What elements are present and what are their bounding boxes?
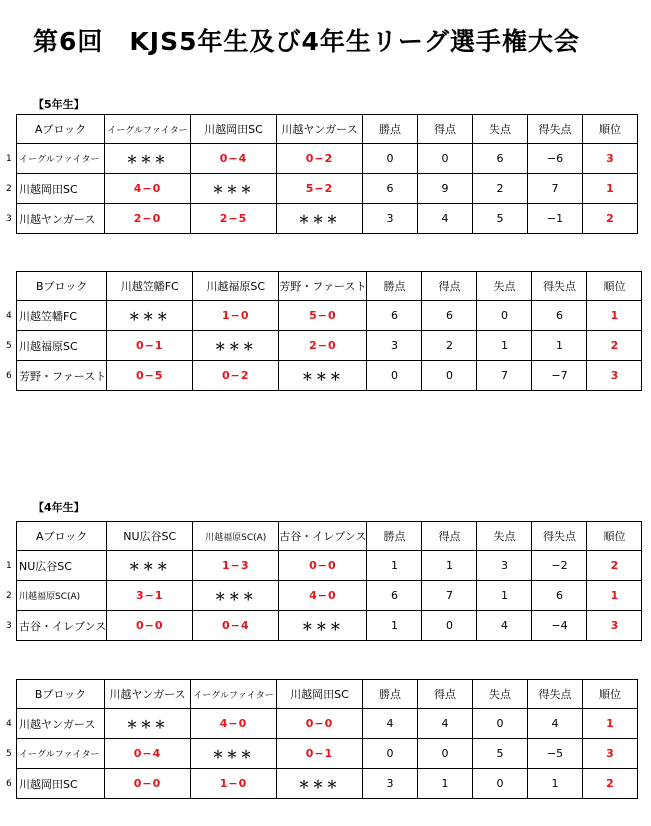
match-score: 0−1 <box>107 331 193 361</box>
stat-cell: 0 <box>477 301 532 331</box>
stat-header: 得失点 <box>528 680 583 709</box>
section-label-5th-grade: 【5年生】 <box>33 98 85 111</box>
table-row <box>17 361 642 391</box>
stat-header: 失点 <box>477 522 532 551</box>
row-team-cell <box>6 551 107 581</box>
self-match-cell: ＊＊＊ <box>279 611 367 641</box>
page-title: 第6回 KJS5年生及び4年生リーグ選手権大会 <box>33 27 580 56</box>
match-score: 0−4 <box>191 144 277 174</box>
rank-cell: 2 <box>583 204 638 234</box>
stat-cell: 4 <box>528 709 583 739</box>
stat-cell: 3 <box>363 769 418 799</box>
stat-cell: 1 <box>367 611 422 641</box>
league-table <box>6 521 642 641</box>
stat-cell: 6 <box>363 174 418 204</box>
column-team-header: イーグルファイター <box>191 680 277 709</box>
self-match-cell: ＊＊＊ <box>277 769 363 799</box>
stat-cell: 4 <box>418 204 473 234</box>
row-number: 3 <box>6 213 12 224</box>
stat-cell: 1 <box>418 769 473 799</box>
stat-cell: 1 <box>532 331 587 361</box>
stat-header: 失点 <box>473 680 528 709</box>
table-row <box>17 301 642 331</box>
column-team-header: イーグルファイター <box>105 115 191 144</box>
match-score: 5−0 <box>279 301 367 331</box>
match-score: 0−1 <box>277 739 363 769</box>
stat-cell: −7 <box>532 361 587 391</box>
stat-cell: 4 <box>363 709 418 739</box>
stat-cell: 5 <box>473 204 528 234</box>
match-score: 4−0 <box>105 174 191 204</box>
self-match-cell: ＊＊＊ <box>277 204 363 234</box>
row-team-cell <box>6 769 105 799</box>
match-score: 3−1 <box>107 581 193 611</box>
table-row <box>17 581 642 611</box>
stat-header: 順位 <box>587 522 642 551</box>
stat-cell: 2 <box>422 331 477 361</box>
stat-cell: 1 <box>367 551 422 581</box>
stat-cell: 4 <box>418 709 473 739</box>
stat-cell: −1 <box>528 204 583 234</box>
stat-cell: 0 <box>363 739 418 769</box>
self-match-cell: ＊＊＊ <box>107 551 193 581</box>
stat-cell: 6 <box>532 581 587 611</box>
stat-header: 得点 <box>418 680 473 709</box>
match-score: 1−0 <box>191 769 277 799</box>
stat-header: 失点 <box>473 115 528 144</box>
block-name: Aブロック <box>17 115 105 144</box>
row-team-name: 川越笠幡FC <box>19 309 78 323</box>
column-team-header: NU広谷SC <box>107 522 193 551</box>
column-team-header: 芳野・ファースト <box>279 272 367 301</box>
stat-cell: 9 <box>418 174 473 204</box>
match-score: 0−2 <box>277 144 363 174</box>
match-score: 0−4 <box>193 611 279 641</box>
stat-cell: −4 <box>532 611 587 641</box>
row-team-name: 古谷・イレブンス <box>19 619 107 633</box>
stat-cell: 3 <box>363 204 418 234</box>
rank-cell: 1 <box>583 174 638 204</box>
match-score: 1−0 <box>193 301 279 331</box>
column-team-header: 川越ヤンガース <box>105 680 191 709</box>
row-number: 6 <box>6 778 12 789</box>
row-team-name: 川越福原SC(A) <box>19 592 81 602</box>
self-match-cell: ＊＊＊ <box>105 144 191 174</box>
stat-cell: 7 <box>528 174 583 204</box>
match-score: 0−0 <box>279 551 367 581</box>
row-team-cell <box>6 174 105 204</box>
match-score: 2−0 <box>279 331 367 361</box>
row-team-cell <box>6 204 105 234</box>
block-name: Bブロック <box>17 272 107 301</box>
self-match-cell: ＊＊＊ <box>279 361 367 391</box>
row-number: 2 <box>6 183 12 194</box>
row-number: 1 <box>6 560 12 571</box>
match-score: 0−0 <box>107 611 193 641</box>
table-row <box>17 709 638 739</box>
stat-cell: 0 <box>418 144 473 174</box>
stat-header: 得点 <box>422 272 477 301</box>
rank-cell: 2 <box>587 551 642 581</box>
stat-header: 得失点 <box>532 522 587 551</box>
stat-cell: −6 <box>528 144 583 174</box>
row-team-cell <box>6 581 107 611</box>
row-team-name: イーグルファイター <box>19 750 100 760</box>
column-team-header: 川越笠幡FC <box>107 272 193 301</box>
stat-header: 失点 <box>477 272 532 301</box>
stat-cell: 1 <box>477 331 532 361</box>
stat-header: 得点 <box>422 522 477 551</box>
row-team-cell <box>6 361 107 391</box>
match-score: 0−5 <box>107 361 193 391</box>
stat-cell: 5 <box>473 739 528 769</box>
self-match-cell: ＊＊＊ <box>193 331 279 361</box>
column-team-header: 川越岡田SC <box>277 680 363 709</box>
match-score: 4−0 <box>191 709 277 739</box>
stat-header: 得失点 <box>532 272 587 301</box>
rank-cell: 1 <box>587 581 642 611</box>
match-score: 1−3 <box>193 551 279 581</box>
row-team-cell <box>6 739 105 769</box>
column-team-header: 川越ヤンガース <box>277 115 363 144</box>
stat-cell: 6 <box>367 581 422 611</box>
match-score: 0−0 <box>105 769 191 799</box>
row-team-cell <box>6 144 105 174</box>
stat-cell: 4 <box>477 611 532 641</box>
match-score: 2−5 <box>191 204 277 234</box>
rank-cell: 3 <box>587 611 642 641</box>
stat-header: 順位 <box>583 115 638 144</box>
stat-header: 勝点 <box>367 272 422 301</box>
stat-header: 得点 <box>418 115 473 144</box>
match-score: 5−2 <box>277 174 363 204</box>
row-team-name: 川越ヤンガース <box>19 212 96 226</box>
self-match-cell: ＊＊＊ <box>105 709 191 739</box>
stat-cell: 1 <box>422 551 477 581</box>
stat-cell: 7 <box>422 581 477 611</box>
stat-header: 勝点 <box>363 680 418 709</box>
match-score: 4−0 <box>279 581 367 611</box>
stat-cell: 2 <box>473 174 528 204</box>
stat-cell: −2 <box>532 551 587 581</box>
stat-cell: 0 <box>422 611 477 641</box>
table-row <box>17 611 642 641</box>
row-team-name: 川越福原SC <box>19 339 78 353</box>
league-table <box>6 271 642 391</box>
stat-cell: 0 <box>473 709 528 739</box>
rank-cell: 2 <box>583 769 638 799</box>
stat-cell: 0 <box>473 769 528 799</box>
row-team-name: 川越岡田SC <box>19 182 78 196</box>
section-label-4th-grade: 【4年生】 <box>33 501 85 514</box>
match-score: 0−4 <box>105 739 191 769</box>
stat-header: 得失点 <box>528 115 583 144</box>
row-number: 4 <box>6 718 12 729</box>
stat-header: 順位 <box>583 680 638 709</box>
stat-cell: 3 <box>477 551 532 581</box>
column-team-header: 古谷・イレブンス <box>279 522 367 551</box>
block-name: Bブロック <box>17 680 105 709</box>
column-team-header: 川越福原SC(A) <box>193 522 279 551</box>
stat-header: 勝点 <box>367 522 422 551</box>
stat-cell: 6 <box>422 301 477 331</box>
stat-header: 順位 <box>587 272 642 301</box>
stat-cell: 6 <box>532 301 587 331</box>
stat-header: 勝点 <box>363 115 418 144</box>
league-table <box>6 114 638 234</box>
column-team-header: 川越岡田SC <box>191 115 277 144</box>
rank-cell: 3 <box>583 144 638 174</box>
self-match-cell: ＊＊＊ <box>191 174 277 204</box>
row-team-name: NU広谷SC <box>19 559 72 573</box>
stat-cell: 6 <box>367 301 422 331</box>
column-team-header: 川越福原SC <box>193 272 279 301</box>
self-match-cell: ＊＊＊ <box>191 739 277 769</box>
row-number: 3 <box>6 620 12 631</box>
row-team-cell <box>6 709 105 739</box>
row-number: 4 <box>6 310 12 321</box>
table-row <box>17 204 638 234</box>
row-team-cell <box>6 331 107 361</box>
row-team-name: 川越ヤンガース <box>19 717 96 731</box>
self-match-cell: ＊＊＊ <box>107 301 193 331</box>
stat-cell: 0 <box>367 361 422 391</box>
rank-cell: 3 <box>587 361 642 391</box>
rank-cell: 1 <box>587 301 642 331</box>
self-match-cell: ＊＊＊ <box>193 581 279 611</box>
league-table <box>6 679 638 799</box>
rank-cell: 2 <box>587 331 642 361</box>
row-number: 1 <box>6 153 12 164</box>
stat-cell: 0 <box>418 739 473 769</box>
rank-cell: 1 <box>583 709 638 739</box>
row-team-cell <box>6 301 107 331</box>
table-row <box>17 769 638 799</box>
stat-cell: 6 <box>473 144 528 174</box>
row-number: 5 <box>6 340 12 351</box>
row-number: 5 <box>6 748 12 759</box>
table-row <box>17 331 642 361</box>
match-score: 0−0 <box>277 709 363 739</box>
row-team-name: 芳野・ファースト <box>19 369 107 383</box>
table-row <box>17 174 638 204</box>
block-name: Aブロック <box>17 522 107 551</box>
table-row <box>17 144 638 174</box>
row-team-name: イーグルファイター <box>19 155 100 165</box>
stat-cell: 1 <box>477 581 532 611</box>
row-number: 6 <box>6 370 12 381</box>
stat-cell: 7 <box>477 361 532 391</box>
stat-cell: −5 <box>528 739 583 769</box>
match-score: 2−0 <box>105 204 191 234</box>
stat-cell: 0 <box>363 144 418 174</box>
table-row <box>17 551 642 581</box>
stat-cell: 3 <box>367 331 422 361</box>
row-team-name: 川越岡田SC <box>19 777 78 791</box>
match-score: 0−2 <box>193 361 279 391</box>
rank-cell: 3 <box>583 739 638 769</box>
stat-cell: 0 <box>422 361 477 391</box>
stat-cell: 1 <box>528 769 583 799</box>
row-number: 2 <box>6 590 12 601</box>
table-row <box>17 739 638 769</box>
row-team-cell <box>6 611 107 641</box>
